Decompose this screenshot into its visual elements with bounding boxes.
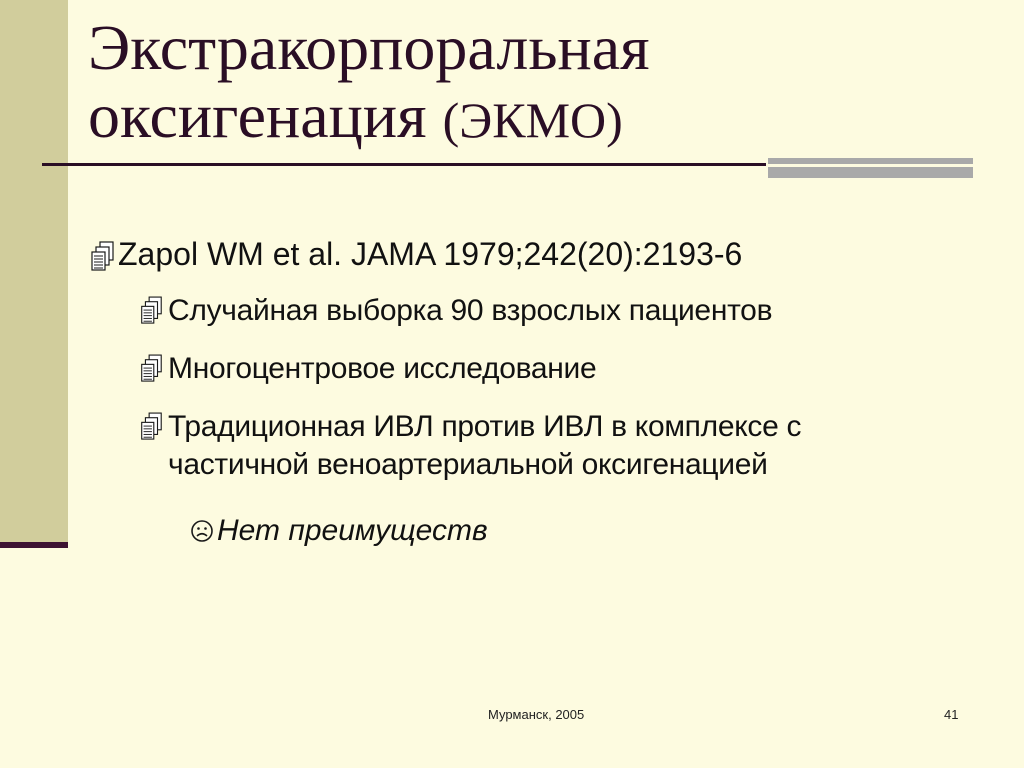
bullet-multicenter-text: Многоцентровое исследование	[168, 352, 597, 385]
bullet-ventilation-line-2: частичной веноартериальной оксигенацией	[168, 448, 768, 481]
footer-location-year: Мурманск, 2005	[488, 707, 585, 722]
title-divider-grey-bars	[768, 158, 973, 178]
left-band-underline	[0, 542, 68, 548]
title-abbreviation: (ЭКМО)	[442, 92, 623, 148]
slide-number: 41	[944, 707, 959, 722]
bullet-random-sample-text: Случайная выборка 90 взрослых пациентов	[168, 294, 773, 327]
stacked-pages-icon	[88, 240, 118, 274]
bullet-multicenter	[138, 350, 596, 388]
bullet-ventilation-comparison	[138, 408, 801, 484]
stacked-pages-icon	[138, 353, 168, 385]
bullet-citation-text: Zapol WM et al. JAMA 1979;242(20):2193-6	[118, 236, 743, 272]
bullet-random-sample	[138, 292, 772, 330]
bullet-no-advantage-text: Нет преимуществ	[217, 514, 488, 547]
title-line-1: Экстракорпоральная	[88, 12, 650, 83]
bullet-citation	[88, 234, 742, 274]
bullet-no-advantage	[190, 511, 488, 551]
title-line-2: оксигенация	[88, 80, 427, 151]
left-decorative-band	[0, 0, 68, 542]
sad-face-icon	[190, 519, 217, 543]
slide-title	[88, 14, 650, 154]
stacked-pages-icon	[138, 295, 168, 327]
title-divider-line	[42, 163, 766, 166]
bullet-ventilation-comparison-text	[168, 408, 801, 484]
bullet-ventilation-line-1: Традиционная ИВЛ против ИВЛ в комплексе с	[168, 410, 802, 443]
stacked-pages-icon	[138, 411, 168, 443]
